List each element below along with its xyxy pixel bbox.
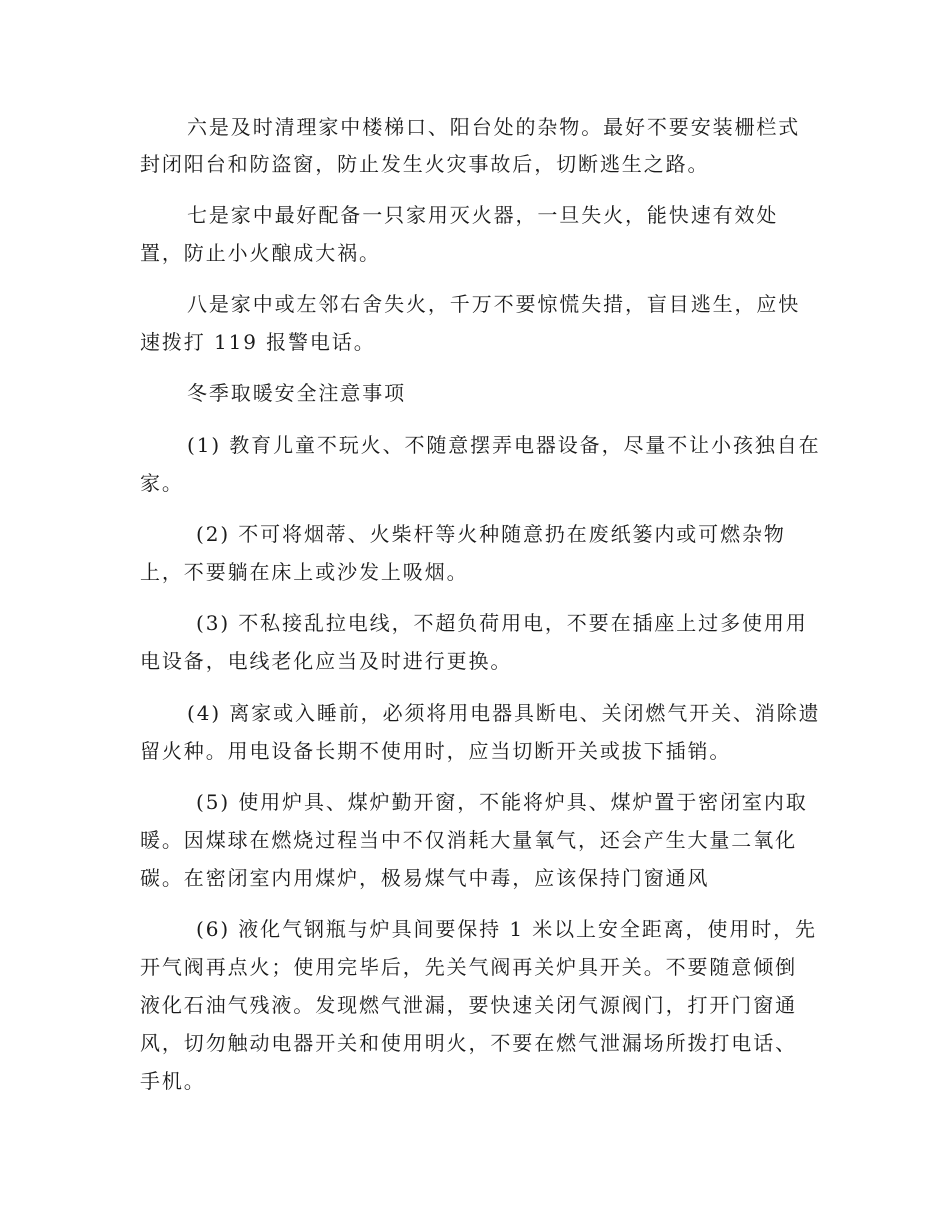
paragraph-line: (2) 不可将烟蒂、火柴杆等火种随意扔在废纸篓内或可燃杂物	[196, 522, 786, 546]
paragraph-line: 封闭阳台和防盗窗，防止发生火灾事故后，切断逃生之路。	[140, 152, 710, 176]
paragraph-line: (5) 使用炉具、煤炉勤开窗，不能将炉具、煤炉置于密闭室内取	[196, 790, 808, 814]
paragraph-line: 置，防止小火酿成大祸。	[140, 241, 381, 265]
paragraph-line: 风，切勿触动电器开关和使用明火，不要在燃气泄漏场所拨打电话、	[140, 1031, 797, 1055]
paragraph-line: 暖。因煤球在燃烧过程当中不仅消耗大量氧气，还会产生大量二氧化	[140, 828, 797, 852]
paragraph-line: 手机。	[140, 1069, 206, 1093]
paragraph-line: (3) 不私接乱拉电线，不超负荷用电，不要在插座上过多使用用	[196, 611, 808, 635]
paragraph-line: 电设备，电线老化应当及时进行更换。	[140, 649, 513, 673]
paragraph-line: 六是及时清理家中楼梯口、阳台处的杂物。最好不要安装栅栏式	[187, 115, 801, 139]
paragraph-line: (4) 离家或入睡前，必须将用电器具断电、关闭燃气开关、消除遗	[187, 701, 821, 725]
paragraph-line: (6) 液化气钢瓶与炉具间要保持 1 米以上安全距离，使用时，先	[196, 917, 817, 941]
paragraph-line: 家。	[140, 471, 184, 495]
paragraph-line: (1) 教育儿童不玩火、不随意摆弄电器设备，尽量不让小孩独自在	[187, 433, 821, 457]
paragraph-line: 留火种。用电设备长期不使用时，应当切断开关或拔下插销。	[140, 739, 732, 763]
paragraph-line: 七是家中最好配备一只家用灭火器，一旦失火，能快速有效处	[187, 203, 779, 227]
paragraph-line: 速拨打 119 报警电话。	[140, 330, 376, 354]
paragraph-line: 碳。在密闭室内用煤炉，极易煤气中毒，应该保持门窗通风	[140, 866, 710, 890]
paragraph-line: 上，不要躺在床上或沙发上吸烟。	[140, 560, 469, 584]
paragraph-line: 八是家中或左邻右舍失火，千万不要惊慌失措，盲目逃生，应快	[187, 292, 801, 316]
paragraph-line: 液化石油气残液。发现燃气泄漏，要快速关闭气源阀门，打开门窗通	[140, 993, 797, 1017]
section-heading: 冬季取暖安全注意事项	[187, 381, 406, 405]
paragraph-line: 开气阀再点火；使用完毕后，先关气阀再关炉具开关。不要随意倾倒	[140, 955, 797, 979]
